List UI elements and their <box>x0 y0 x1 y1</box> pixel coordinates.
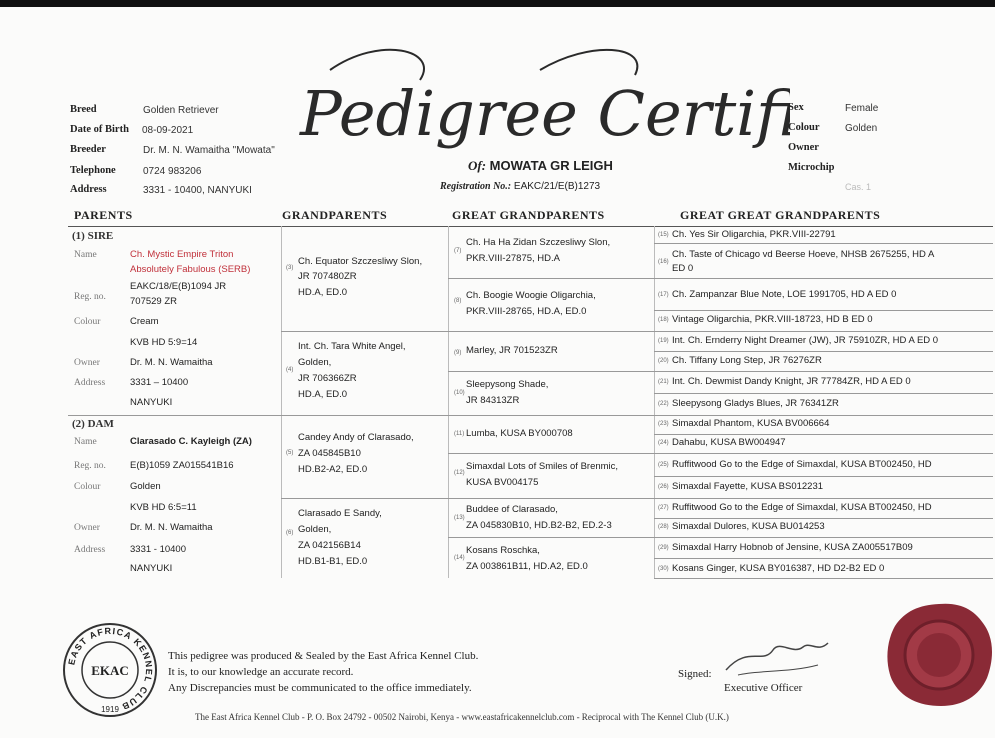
gggp-rule <box>654 578 993 579</box>
ggp-number: (14) <box>454 555 465 561</box>
gggp-27: Ruffitwood Go to the Edge of Simaxdal, KUSA BT002450, HD <box>672 502 932 513</box>
gp-rule-2 <box>281 498 448 499</box>
sire-reg-label: Reg. no. <box>74 292 106 302</box>
gggp-rule <box>654 331 993 332</box>
gggp-rule <box>654 498 993 499</box>
dam-colour-value: Golden <box>130 481 161 492</box>
dam-section-title: (2) DAM <box>72 418 114 430</box>
gggp-17: Ch. Zampanzar Blue Note, LOE 1991705, HD A ED 0 <box>672 289 897 300</box>
sire-colour-value: Cream <box>130 316 159 327</box>
title-text: Pedigree Certif <box>300 77 777 150</box>
ggp-5-line1: Lumba, KUSA BY000708 <box>466 428 573 439</box>
sire-name-label: Name <box>74 250 97 260</box>
dog-name <box>468 158 613 174</box>
gp-dam-dam-line1: Clarasado E Sandy, <box>298 508 382 519</box>
ggp-8-line1: Kosans Roschka, <box>466 545 540 556</box>
gggp-rule <box>654 476 993 477</box>
ggp-6-line1: Simaxdal Lots of Smiles of Brenmic, <box>466 461 619 472</box>
ggp-7-line2: ZA 045830B10, HD.B2-B2, ED.2-3 <box>466 520 612 531</box>
address-label: Address <box>70 184 107 195</box>
gggp-20: Ch. Tiffany Long Step, JR 76276ZR <box>672 355 822 366</box>
footer-line-3: Any Discrepancies must be communicated to the office immediately. <box>168 682 472 694</box>
executive-officer-label: Executive Officer <box>724 682 803 694</box>
dob-label: Date of Birth <box>70 124 129 135</box>
gggp-21: Int. Ch. Dewmist Dandy Knight, JR 77784ZR, HD A ED 0 <box>672 376 911 387</box>
gp-sire-dam-line4: HD.A, ED.0 <box>298 389 348 400</box>
gp-sire-dam-line2: Golden, <box>298 357 332 368</box>
gp-number: (5) <box>286 450 294 456</box>
certificate-title <box>290 40 790 160</box>
ggp-4-line1: Sleepysong Shade, <box>466 379 549 390</box>
gp-sire-sire-line2: JR 707480ZR <box>298 271 357 282</box>
gggp-number: (26) <box>658 484 669 490</box>
dam-name-value: Clarasado C. Kayleigh (ZA) <box>130 436 252 447</box>
gggp-rule <box>654 393 993 394</box>
gggp-number: (17) <box>658 292 669 298</box>
gp-number: (6) <box>286 530 294 536</box>
sire-colour-label: Colour <box>74 317 101 327</box>
dam-address-line2: NANYUKI <box>130 563 173 574</box>
gggp-rule <box>654 518 993 519</box>
gggp-28: Simaxdal Dulores, KUSA BU014253 <box>672 521 825 532</box>
gp-sire-sire-line3: HD.A, ED.0 <box>298 287 348 298</box>
club-seal-logo <box>62 622 158 718</box>
colour-value: Golden <box>845 123 878 134</box>
ggp-rule <box>448 498 654 499</box>
gggp-number: (20) <box>658 358 669 364</box>
sex-value: Female <box>845 103 879 114</box>
gggp-number: (24) <box>658 440 669 446</box>
signature-graphic <box>718 625 838 680</box>
gggp-number: (18) <box>658 317 669 323</box>
dam-reg-label: Reg. no. <box>74 461 106 471</box>
breeder-label: Breeder <box>70 144 106 155</box>
gggp-number: (29) <box>658 545 669 551</box>
ggp-rule <box>448 278 654 279</box>
gggp-15: Ch. Yes Sir Oligarchia, PKR.VIII-22791 <box>672 229 836 240</box>
gp-dam-dam-line4: HD.B1-B1, ED.0 <box>298 556 368 567</box>
gggp-rule <box>654 537 993 538</box>
dam-address-label: Address <box>74 545 106 555</box>
breed-label: Breed <box>70 104 97 115</box>
gp-sire-dam-line3: JR 706366ZR <box>298 373 357 384</box>
gp-dam-dam-line2: Golden, <box>298 524 332 535</box>
gggp-29: Simaxdal Harry Hobnob of Jensine, KUSA ZA005517B09 <box>672 542 913 553</box>
gggp-25: Ruffitwood Go to the Edge of Simaxdal, KUSA BT002450, HD <box>672 459 932 470</box>
gggp-number: (15) <box>658 232 669 238</box>
footer-line-2: It is, to our knowledge an accurate record. <box>168 666 354 678</box>
gggp-number: (21) <box>658 379 669 385</box>
gggp-16: Ch. Taste of Chicago vd Beerse Hoeve, NHSB 2675255, HD A <box>672 249 935 260</box>
ggp-number: (7) <box>454 248 462 254</box>
gp-rule-1 <box>281 331 448 332</box>
dam-address-line1: 3331 - 10400 <box>130 544 186 555</box>
dam-reg-value: E(B)1059 ZA015541B16 <box>130 460 234 471</box>
sire-address-line2: NANYUKI <box>130 397 173 408</box>
sire-dam-rule <box>68 415 654 416</box>
dam-colour-label: Colour <box>74 482 101 492</box>
telephone-label: Telephone <box>70 165 116 176</box>
ggp-2-line1: Ch. Boogie Woogie Oligarchia, <box>466 290 596 301</box>
gggp-rule <box>654 453 993 454</box>
wax-seal <box>883 600 995 710</box>
ggp-number: (13) <box>454 515 465 521</box>
header-grandparents: GRANDPARENTS <box>282 208 388 222</box>
header-parents: PARENTS <box>74 208 133 222</box>
gp-dam-sire-line1: Candey Andy of Clarasado, <box>298 432 414 443</box>
gggp-number: (30) <box>658 566 669 572</box>
gp-sire-dam-line1: Int. Ch. Tara White Angel, <box>298 341 406 352</box>
gggp-number: (25) <box>658 462 669 468</box>
gp-dam-dam-line3: ZA 042156B14 <box>298 540 361 551</box>
ggp-3-line1: Marley, JR 701523ZR <box>466 345 558 356</box>
breed-value: Golden Retriever <box>143 105 219 116</box>
gggp-number: (22) <box>658 401 669 407</box>
of-label: Of: <box>468 158 487 173</box>
sire-section-title: (1) SIRE <box>72 230 114 242</box>
ggp-rule <box>448 331 654 332</box>
colour-label: Colour <box>788 122 820 133</box>
gggp-number: (16) <box>658 259 669 265</box>
seal-year: 1919 <box>101 705 119 714</box>
header-great-great-grandparents: GREAT GREAT GRANDPARENTS <box>680 208 881 222</box>
sire-name-line1: Ch. Mystic Empire Triton <box>130 249 234 260</box>
gp-dam-sire-line2: ZA 045845B10 <box>298 448 361 459</box>
sex-label: Sex <box>788 102 804 113</box>
sire-address-line1: 3331 – 10400 <box>130 377 189 388</box>
sire-address-label: Address <box>74 378 106 388</box>
gggp-24: Dahabu, KUSA BW004947 <box>672 437 786 448</box>
sire-hips: KVB HD 5:9=14 <box>130 337 198 348</box>
sire-name-line2: Absolutely Fabulous (SERB) <box>130 264 251 275</box>
footer-line-1: This pedigree was produced & Sealed by the East Africa Kennel Club. <box>168 650 479 662</box>
ggp-number: (12) <box>454 470 465 476</box>
gggp-number: (19) <box>658 338 669 344</box>
dam-owner-label: Owner <box>74 523 100 533</box>
top-edge <box>0 0 995 7</box>
dob-value: 08-09-2021 <box>142 125 194 136</box>
ggp-rule <box>448 371 654 372</box>
gggp-22: Sleepysong Gladys Blues, JR 76341ZR <box>672 398 839 409</box>
gggp-number: (27) <box>658 505 669 511</box>
seal-ring-text: EAST AFRICA KENNEL CLUB <box>66 625 155 713</box>
registration <box>440 181 600 192</box>
ggp-6-line2: KUSA BV004175 <box>466 477 539 488</box>
gggp-16-line2: ED 0 <box>672 263 694 274</box>
sire-reg-line2: 707529 ZR <box>130 296 178 307</box>
registration-value: EAKC/21/E(B)1273 <box>513 181 601 192</box>
telephone-value: 0724 983206 <box>143 166 202 177</box>
ggp-rule <box>448 537 654 538</box>
owner-label: Owner <box>788 142 819 153</box>
gggp-rule <box>654 415 993 416</box>
header-rule <box>68 226 993 227</box>
ggp-number: (8) <box>454 298 462 304</box>
ggp-number: (11) <box>454 431 465 437</box>
ggp-1-line2: PKR.VIII-27875, HD.A <box>466 253 560 264</box>
sire-owner-label: Owner <box>74 358 100 368</box>
ggp-2-line2: PKR.VIII-28765, HD.A, ED.0 <box>466 306 587 317</box>
gp-dam-sire-line3: HD.B2-A2, ED.0 <box>298 464 368 475</box>
ggp-rule <box>448 453 654 454</box>
seal-monogram: EKAC <box>91 663 129 678</box>
ggp-number: (9) <box>454 350 462 356</box>
gggp-number: (28) <box>658 524 669 530</box>
gggp-rule <box>654 243 993 244</box>
ggp-1-line1: Ch. Ha Ha Zidan Szczesliwy Slon, <box>466 237 611 248</box>
club-address-line: The East Africa Kennel Club - P. O. Box 24792 - 00502 Nairobi, Kenya - www.eastafricakennelclub.com - Reciprocal with The Kennel Club (U.K.) <box>195 712 729 722</box>
ggp-4-line2: JR 84313ZR <box>466 395 520 406</box>
gggp-26: Simaxdal Fayette, KUSA BS012231 <box>672 481 824 492</box>
ggp-8-line2: ZA 003861B11, HD.A2, ED.0 <box>466 561 588 572</box>
dam-hips: KVB HD 6:5=11 <box>130 502 197 513</box>
gp-number: (4) <box>286 367 294 373</box>
dam-name-label: Name <box>74 437 97 447</box>
gggp-rule <box>654 351 993 352</box>
gp-number: (3) <box>286 265 294 271</box>
class-note: Cas. 1 <box>845 182 872 192</box>
header-great-grandparents: GREAT GRANDPARENTS <box>452 208 605 222</box>
sire-owner-value: Dr. M. N. Wamaitha <box>130 357 213 368</box>
gggp-18: Vintage Oligarchia, PKR.VIII-18723, HD B ED 0 <box>672 314 873 325</box>
gggp-rule <box>654 434 993 435</box>
dog-name-value: MOWATA GR LEIGH <box>489 158 613 173</box>
gggp-23: Simaxdal Phantom, KUSA BV006664 <box>672 418 830 429</box>
gp-sire-sire-line1: Ch. Equator Szczesliwy Slon, <box>298 256 423 267</box>
gggp-rule <box>654 558 993 559</box>
gggp-rule <box>654 310 993 311</box>
address-value: 3331 - 10400, NANYUKI <box>143 185 252 196</box>
gggp-number: (23) <box>658 421 669 427</box>
ggp-7-line1: Buddee of Clarasado, <box>466 504 558 515</box>
gggp-rule <box>654 371 993 372</box>
ggp-number: (10) <box>454 390 465 396</box>
title-script <box>290 40 790 160</box>
microchip-label: Microchip <box>788 162 835 173</box>
signed-label: Signed: <box>678 668 712 680</box>
divider-col1 <box>281 226 282 578</box>
gggp-rule <box>654 278 993 279</box>
breeder-value: Dr. M. N. Wamaitha "Mowata" <box>143 145 275 156</box>
gggp-19: Int. Ch. Ernderry Night Dreamer (JW), JR 75910ZR, HD A ED 0 <box>672 335 939 346</box>
sire-reg-line1: EAKC/18/E(B)1094 JR <box>130 281 227 292</box>
gggp-30: Kosans Ginger, KUSA BY016387, HD D2-B2 ED 0 <box>672 563 885 574</box>
registration-label: Registration No.: <box>440 181 512 192</box>
dam-owner-value: Dr. M. N. Wamaitha <box>130 522 213 533</box>
